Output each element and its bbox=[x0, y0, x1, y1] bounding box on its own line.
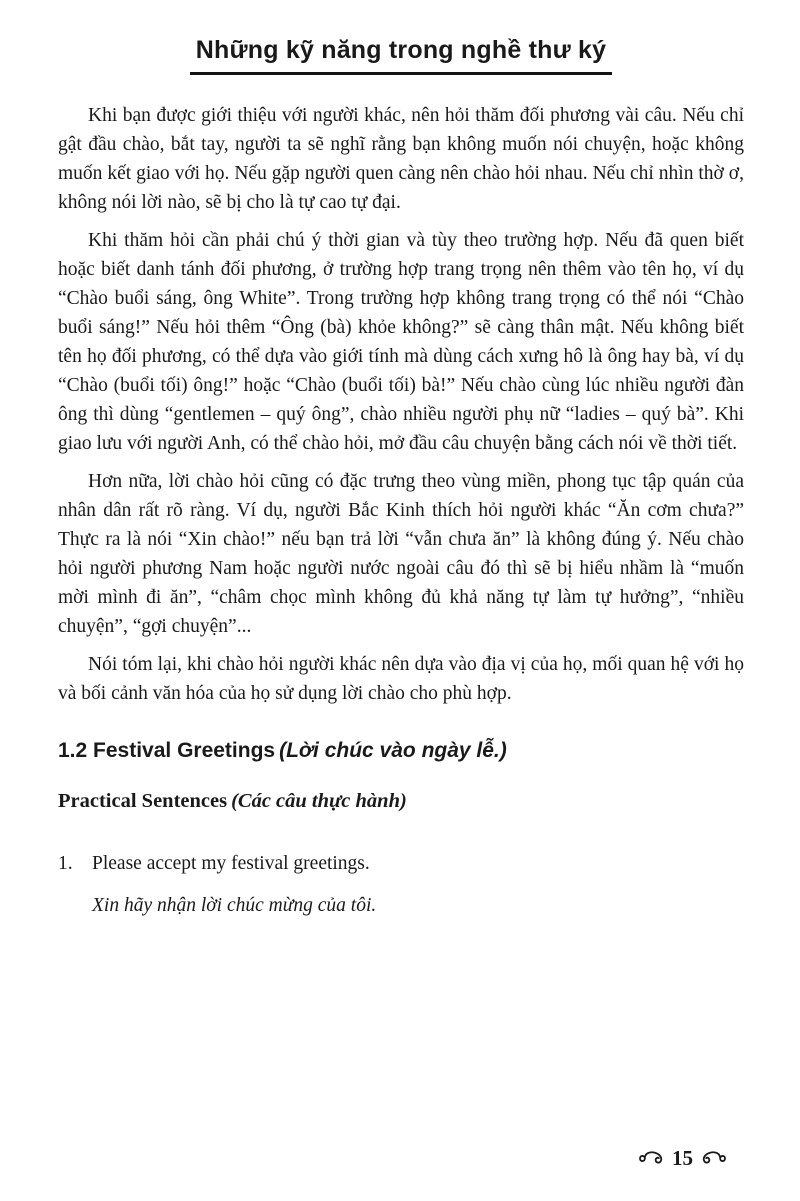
page-title-text: Những kỹ năng trong nghề thư ký bbox=[190, 36, 612, 75]
page-title bbox=[58, 36, 744, 75]
section-heading-note: (Lời chúc vào ngày lễ.) bbox=[279, 739, 507, 762]
flourish-left-icon bbox=[635, 1149, 665, 1167]
subheading-main: Practical Sentences bbox=[58, 790, 228, 812]
sentence-english-line bbox=[58, 849, 744, 878]
paragraph-2: Khi thăm hỏi cần phải chú ý thời gian và tùy theo trường hợp. Nếu đã quen biết hoặc biết danh tánh đối phương, ở trường hợp trang trọng nên thêm vào tên họ, ví dụ “Chào buổi sáng, ông White”. Trong trường hợp không trang trọng có thể nói “Chào buổi sáng!” Nếu hỏi thêm “Ông (bà) khỏe không?” sẽ càng thân mật. Nếu không biết tên họ đối phương, có thể dựa vào giới tính mà dùng cách xưng hô là ông hay bà, ví dụ “Chào (buổi tối) ông!” hoặc “Chào (buổi tối) bà!” Nếu chào cùng lúc nhiều người đàn ông thì dùng “gentlemen – quý ông”, chào nhiều người phụ nữ “ladies – quý bà”. Khi giao lưu với người Anh, có thể chào hỏi, mở đầu câu chuyện bằng cách nói về thời tiết. bbox=[58, 230, 744, 454]
paragraph-3: Hơn nữa, lời chào hỏi cũng có đặc trưng theo vùng miền, phong tục tập quán của nhân dân rất rõ ràng. Ví dụ, người Bắc Kinh thích hỏi người khác “Ăn cơm chưa?” Thực ra là nói “Xin chào!” nếu bạn trả lời “vẫn chưa ăn” là không đúng ý. Nếu chào hỏi người phương Nam hoặc người nước ngoài câu đó thì sẽ bị hiểu nhầm là “muốn mời mình đi ăn”, “châm chọc mình không đủ khả năng tự làm tự hưởng”, “nhiều chuyện”, “gợi chuyện”... bbox=[58, 471, 744, 637]
section-heading-main: 1.2 Festival Greetings bbox=[58, 739, 276, 762]
subheading-note: (Các câu thực hành) bbox=[231, 790, 407, 812]
sentence-english: Please accept my festival greetings. bbox=[92, 853, 370, 874]
page-number: 15 bbox=[672, 1146, 693, 1170]
subheading bbox=[58, 790, 744, 813]
paragraph-4: Nói tóm lại, khi chào hỏi người khác nên dựa vào địa vị của họ, mối quan hệ với họ và bối cảnh văn hóa của họ sử dụng lời chào cho phù hợp. bbox=[58, 654, 744, 704]
section-heading bbox=[58, 739, 744, 763]
flourish-right-icon bbox=[700, 1149, 730, 1167]
sentence-item bbox=[58, 849, 744, 920]
sentence-number: 1. bbox=[58, 853, 73, 874]
page-footer bbox=[635, 1146, 730, 1173]
sentence-vietnamese: Xin hãy nhận lời chúc mừng của tôi. bbox=[92, 895, 377, 916]
paragraph-1: Khi bạn được giới thiệu với người khác, nên hỏi thăm đối phương vài câu. Nếu chỉ gật đầu chào, bắt tay, người ta sẽ nghĩ rằng bạn không muốn nói chuyện, hoặc không muốn kết giao với họ. Nếu gặp người quen càng nên chào hỏi nhau. Nếu chỉ nhìn thờ ơ, không nói lời nào, sẽ bị cho là tự cao tự đại. bbox=[58, 105, 744, 213]
